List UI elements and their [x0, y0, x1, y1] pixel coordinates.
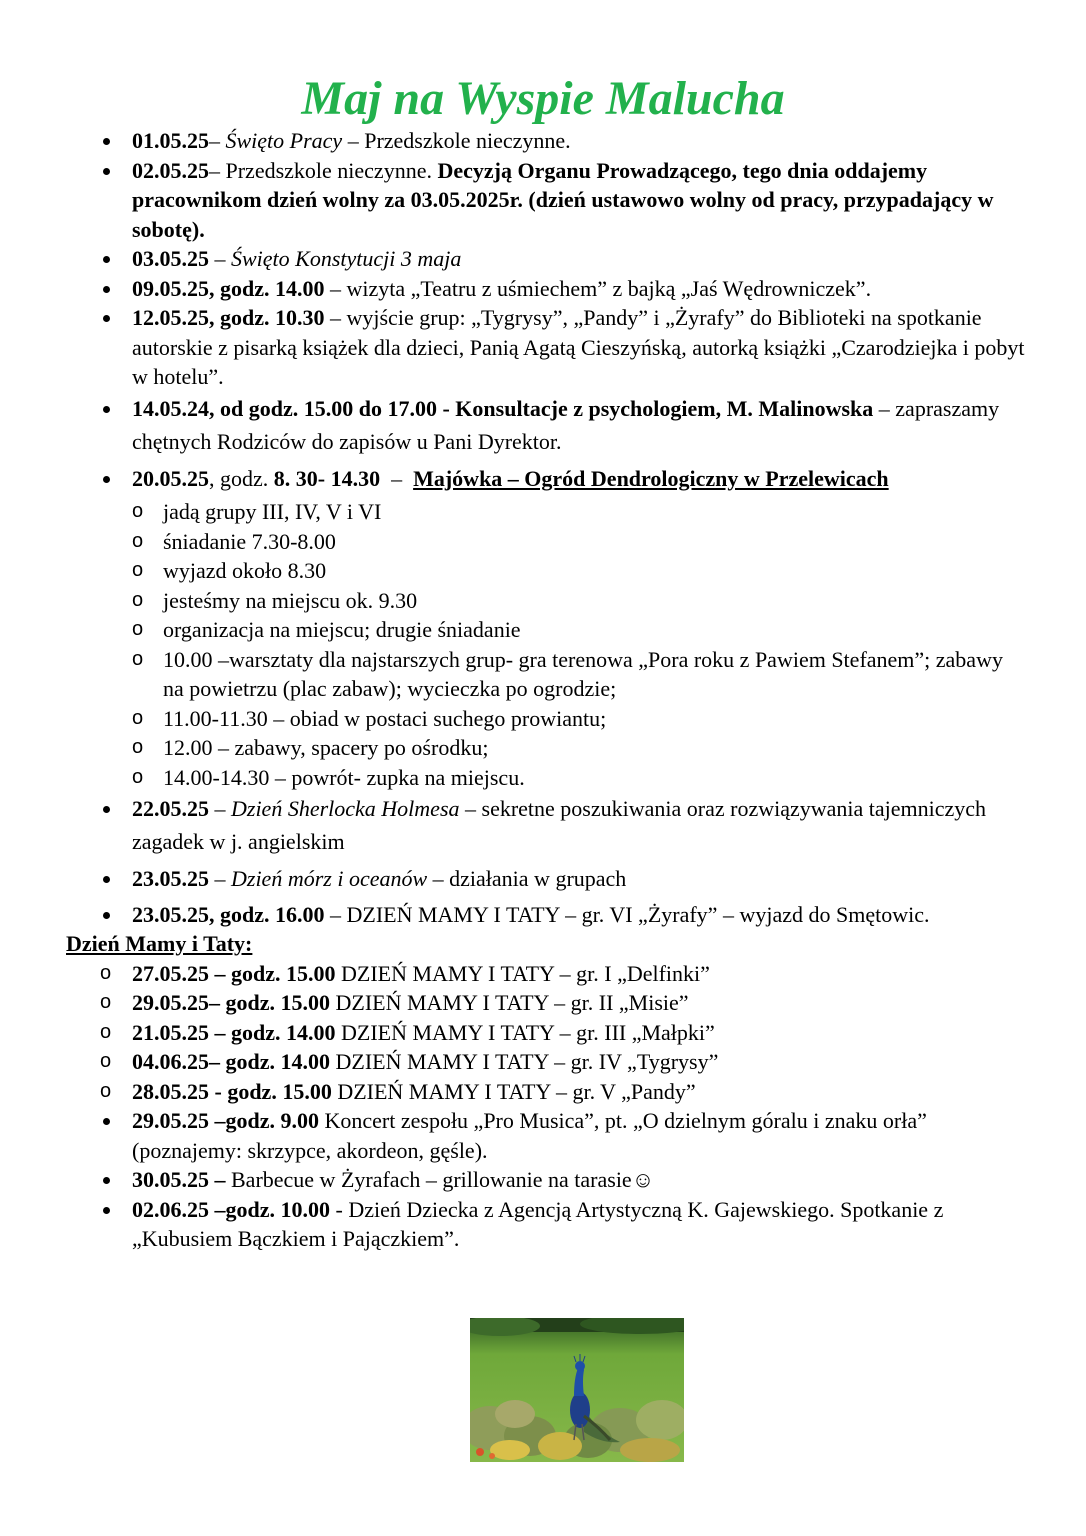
event-title: Majówka – Ogród Dendrologiczny w Przelewicach [413, 465, 889, 491]
list-item [0, 1195, 1086, 1254]
event-date: 20.05.25 [132, 465, 209, 491]
sub-list-item [0, 763, 1086, 793]
event-time: 8. 30- 14.30 [273, 465, 381, 491]
event-date: 23.05.25, godz. 16.00 [132, 901, 325, 927]
circle-bullet-icon: o [132, 736, 144, 758]
event-date: 09.05.25, godz. 14.00 [132, 275, 325, 301]
event-date: 02.05.25 [132, 157, 209, 183]
page-title: Maj na Wyspie Malucha [301, 72, 785, 125]
event-text: DZIEŃ MAMY I TATY – gr. IV „Tygrysy” [330, 1049, 719, 1074]
event-text: DZIEŃ MAMY I TATY – gr. I „Delfinki” [335, 960, 710, 986]
event-text: DZIEŃ MAMY I TATY – gr. II „Misie” [330, 990, 689, 1015]
circle-bullet-icon: o [132, 559, 144, 581]
circle-bullet-icon: o [100, 961, 112, 984]
list-item [0, 1106, 1086, 1165]
event-date: 23.05.25 [132, 866, 209, 891]
event-text: – Przedszkole nieczynne. [342, 128, 571, 153]
bullet-icon [103, 286, 110, 293]
list-item [0, 864, 1086, 894]
event-date: 01.05.25 [132, 128, 209, 153]
bullet-icon [103, 315, 110, 322]
sub-list-item [0, 733, 1086, 763]
event-text: DZIEŃ MAMY I TATY – gr. III „Małpki” [335, 1019, 715, 1045]
circle-bullet-icon: o [100, 991, 112, 1013]
event-date: 02.06.25 –godz. 10.00 [132, 1196, 330, 1222]
bullet-icon [103, 406, 110, 413]
sub-list-item [0, 586, 1086, 616]
event-text: – Przedszkole nieczynne. [209, 157, 438, 183]
event-text: , godz. [209, 465, 274, 491]
event-note: Decyzją Organu Prowadzącego, tego dnia oddajemy pracownikom dzień wolny za 03.05.2025r. (dzień ustawowo wolny od pracy, przypadający w sobotę). [132, 157, 994, 242]
sub-list-item [0, 645, 1086, 704]
bullet-icon [103, 1177, 110, 1184]
circle-bullet-icon: o [132, 765, 144, 788]
circle-bullet-icon: o [132, 500, 144, 522]
bullet-icon [103, 912, 110, 919]
sub-item-text: śniadanie 7.30-8.00 [163, 528, 336, 554]
event-text: Koncert zespołu „Pro Musica”, pt. „O dzielnym góralu i znaku orła” (poznajemy: skrzypce, akordeon, gęśle). [132, 1108, 927, 1163]
event-date: 28.05.25 - godz. 15.00 [132, 1078, 332, 1104]
circle-bullet-icon: o [132, 529, 144, 552]
event-name: Święto Pracy [225, 128, 343, 153]
event-text: Barbecue w Żyrafach – grillowanie na tarasie☺ [231, 1167, 655, 1192]
circle-bullet-icon: o [132, 588, 144, 611]
sub-list-item [0, 704, 1086, 734]
sub-list-item [0, 988, 1086, 1018]
event-date: 29.05.25 –godz. 9.00 [132, 1108, 319, 1133]
separator: – [209, 128, 226, 153]
event-date: 22.05.25 [132, 796, 209, 821]
bullet-icon [103, 1118, 110, 1125]
sub-list-item [0, 1018, 1086, 1048]
event-date: 21.05.25 – godz. 14.00 [132, 1019, 336, 1045]
sub-item-text: 14.00-14.30 – powrót- zupka na miejscu. [163, 764, 525, 790]
circle-bullet-icon: o [100, 1050, 112, 1072]
sub-list-item [0, 497, 1086, 527]
sub-list-item [0, 959, 1086, 989]
list-item [0, 464, 1086, 494]
sub-list-item [0, 615, 1086, 645]
sub-item-text: 12.00 – zabawy, spacery po ośrodku; [163, 735, 489, 760]
sub-item-text: organizacja na miejscu; drugie śniadanie [163, 617, 521, 642]
event-date: 29.05.25– godz. 15.00 [132, 990, 330, 1015]
event-text: – sekretne poszukiwania oraz rozwiązywania tajemniczych zagadek w j. angielskim [132, 796, 987, 854]
event-date: 27.05.25 – godz. 15.00 [132, 960, 336, 986]
event-name: – Dzień Sherlocka Holmesa [209, 796, 460, 821]
sub-list-item [0, 527, 1086, 557]
sub-list-item [0, 556, 1086, 586]
list-item [0, 244, 1086, 274]
sub-item-text: 11.00-11.30 – obiad w postaci suchego prowiantu; [163, 705, 607, 731]
peacock-icon [470, 1318, 684, 1462]
list-item [0, 1165, 1086, 1195]
bullet-icon [103, 256, 110, 263]
bullet-icon [103, 876, 110, 883]
circle-bullet-icon: o [100, 1079, 112, 1102]
list-item [0, 392, 1086, 458]
events-list [0, 126, 1086, 1254]
list-item [0, 792, 1086, 858]
event-text: – DZIEŃ MAMY I TATY – gr. VI „Żyrafy” – wyjazd do Smętowic. [324, 901, 930, 927]
event-date: 03.05.25 [132, 246, 209, 271]
circle-bullet-icon: o [100, 1020, 112, 1043]
sub-list-item [0, 1047, 1086, 1077]
peacock-photo [470, 1318, 684, 1462]
event-title: 14.05.24, od godz. 15.00 do 17.00 - Konsultacje z psychologiem, M. Malinowska [132, 395, 874, 421]
sub-item-text: wyjazd około 8.30 [163, 558, 327, 583]
event-text: - Dzień Dziecka z Agencją Artystyczną K. Gajewskiego. Spotkanie z „Kubusiem Bączkiem i Pajączkiem”. [132, 1196, 944, 1251]
event-text: – wyjście grup: „Tygrysy”, „Pandy” i „Żyrafy” do Biblioteki na spotkanie autorskie z pisarką książek dla dzieci, Panią Agatą Cieszyńską, autorką książki „Czarodziejka i pobyt w hotelu”. [132, 305, 1025, 389]
bullet-icon [103, 138, 110, 145]
event-name: – Dzień mórz i oceanów [209, 866, 428, 891]
list-item [0, 900, 1086, 930]
event-date: 30.05.25 – [132, 1167, 231, 1192]
event-text: – wizyta „Teatru z uśmiechem” z bajką „Jaś Wędrowniczek”. [324, 275, 872, 301]
circle-bullet-icon: o [132, 647, 144, 670]
bullet-icon [103, 476, 110, 483]
bullet-icon [103, 1207, 110, 1214]
bullet-icon [103, 168, 110, 175]
event-text: – działania w grupach [427, 866, 627, 891]
sub-item-text: 10.00 –warsztaty dla najstarszych grup- gra terenowa „Pora roku z Pawiem Stefanem”; zabawy na powietrzu (plac zabaw); wycieczka po ogrodzie; [163, 646, 1003, 701]
event-date: 04.06.25– godz. 14.00 [132, 1049, 330, 1074]
circle-bullet-icon: o [132, 706, 144, 729]
list-item [0, 274, 1086, 304]
list-item [0, 126, 1086, 156]
separator: – [380, 465, 414, 491]
list-item [0, 156, 1086, 245]
event-text: DZIEŃ MAMY I TATY – gr. V „Pandy” [331, 1078, 696, 1104]
event-name: – Święto Konstytucji 3 maja [209, 246, 462, 271]
section-heading: Dzień Mamy i Taty: [66, 931, 253, 956]
list-item [0, 303, 1086, 392]
event-text: – zapraszamy chętnych Rodziców do zapisów u Pani Dyrektor. [132, 395, 1000, 454]
sub-list-item [0, 1077, 1086, 1107]
circle-bullet-icon: o [132, 618, 144, 640]
bullet-icon [103, 806, 110, 813]
sub-item-text: jesteśmy na miejscu ok. 9.30 [163, 587, 418, 613]
sub-item-text: jadą grupy III, IV, V i VI [163, 499, 382, 524]
event-date: 12.05.25, godz. 10.30 [132, 305, 325, 330]
